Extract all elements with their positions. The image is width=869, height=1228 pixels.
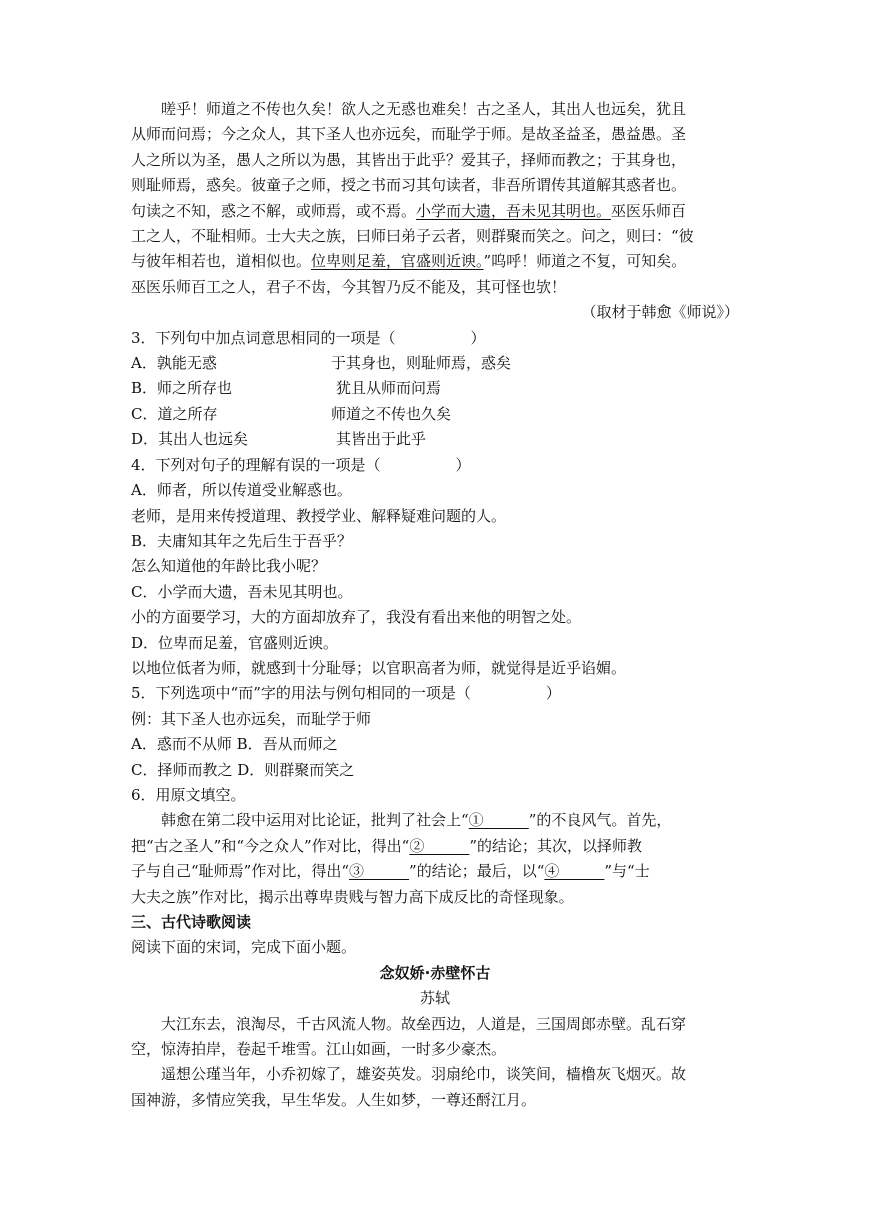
passage-line: 嗟乎！师道之不传也久矣！欲人之无惑也难矣！古之圣人，其出人也远矣，犹且 [161,100,687,118]
passage-line: 则耻师焉，惑矣。彼童子之师，授之书而习其句读者，非吾所谓传其道解其惑者也。 [131,176,687,195]
poem-line: 空，惊涛拍岸，卷起千堆雪。江山如画，一时多少豪杰。 [131,1040,507,1059]
blank-3[interactable]: ③______ [349,862,410,881]
q6-text: 把“古之圣人”和“今之众人”作对比，得出“ [131,836,410,855]
question-3-option-b [131,376,739,401]
section-intro: 阅读下面的宋词，完成下面小题。 [131,938,357,957]
q6-text: ”的不良风气。首先， [528,811,672,830]
question-6-line: 大夫之族”作对比，揭示出尊卑贵贱与智力高下成反比的奇怪现象。 [131,887,574,906]
q6-text: ”的结论；最后，以“ [409,862,545,881]
option-right: 师道之不传也久矣 [331,404,452,423]
question-6-line [131,859,739,884]
option-left: A．孰能无惑 [131,354,217,373]
question-5-stem: 5．下列选项中“而”字的用法与例句相同的一项是（ ） [131,684,561,703]
question-4-translation-d: 以地位低者为师，就感到十分耻辱；以官职高者为师，就觉得是近乎谄媚。 [131,658,627,677]
question-4-translation-b: 怎么知道他的年龄比我小呢？ [131,557,327,576]
question-3-option-c [131,402,739,427]
question-5-example: 例：其下圣人也亦远矣，而耻学于师 [131,709,372,728]
poem-author: 苏轼 [419,989,450,1008]
question-4-translation-a: 老师，是用来传授道理、教授学业、解释疑难问题的人。 [131,506,507,525]
passage-line: 巫医乐师百工之人，君子不齿，今其智乃反不能及，其可怪也欤！ [131,277,567,296]
poem-line: 遥想公瑾当年，小乔初嫁了，雄姿英发。羽扇纶巾，谈笑间，樯橹灰飞烟灭。故 [161,1065,687,1084]
question-6-line [131,834,739,859]
question-4-option-c: C．小学而大遗，吾未见其明也。 [131,582,353,601]
section-heading: 三、古代诗歌阅读 [131,913,252,931]
blank-2[interactable]: ②______ [409,836,470,855]
poem-line: 国神游，多情应笑我，早生华发。人生如梦，一尊还酹江月。 [131,1090,537,1109]
passage-line [131,199,739,224]
option-left: C．道之所存 [131,404,218,423]
question-4-option-a: A．师者，所以传道受业解惑也。 [131,481,352,500]
passage-text: 巫医乐师百 [611,201,687,220]
option-right: 犹且从师而问焉 [336,379,442,398]
passage-line: 人之所以为圣，愚人之所以为愚，其皆出于此乎？爱其子，择师而教之；于其身也， [131,150,687,169]
question-4-translation-c: 小的方面要学习，大的方面却放弃了，我没有看出来他的明智之处。 [131,608,582,627]
question-4-stem: 4．下列对句子的理解有误的一项是（ ） [131,455,471,474]
passage-text: ”呜呼！师道之不复，可知矣。 [483,252,687,271]
option-left: D．其出人也远矣 [131,430,249,449]
option-right: 于其身也，则耻师焉，惑矣 [331,354,512,373]
poem-line: 大江东去，浪淘尽，千古风流人物。故垒西边，人道是，三国周郎赤壁。乱石穿 [161,1014,687,1033]
passage-text: 句读之不知，惑之不解，或师焉，或不焉。 [131,201,417,220]
question-5-options-cd: C．择师而教之 D．则群聚而笑之 [131,760,355,779]
q6-text: ”与“士 [604,862,650,881]
option-left: B．师之所存也 [131,379,233,398]
passage-source: （取材于韩愈《师说》） [581,303,739,322]
option-right: 其皆出于此乎 [336,430,427,449]
underlined-sentence: 小学而大遗，吾未见其明也。 [416,201,612,220]
poem-title: 念奴娇·赤壁怀古 [379,963,491,982]
question-5-options-ab: A．惑而不从师 B．吾从而师之 [131,735,338,754]
passage-text: 与彼年相若也，道相似也。 [131,252,312,271]
document-page [131,97,739,1113]
question-4-option-b: B．夫庸知其年之先后生于吾乎？ [131,531,353,550]
q6-text: ”的结论；其次，以择师教 [469,836,643,855]
blank-1[interactable]: ①______ [468,811,529,830]
question-3-option-d [131,427,739,452]
question-3-stem: 3．下列句中加点词意思相同的一项是（ ） [131,328,486,347]
underlined-sentence: 位卑则足羞，官盛则近谀。 [311,252,484,271]
passage-line: 工之人，不耻相师。士大夫之族，曰师曰弟子云者，则群聚而笑之。问之，则曰：“彼 [131,227,694,246]
q6-text: 韩愈在第二段中运用对比论证，批判了社会上“ [161,811,469,830]
q6-text: 子与自己“耻师焉”作对比，得出“ [131,862,350,881]
question-4-option-d: D．位卑而足羞，官盛则近谀。 [131,633,339,652]
question-6-stem: 6．用原文填空。 [131,785,246,804]
question-3-option-a [131,351,739,376]
passage-line [131,249,739,274]
passage-line: 从师而问焉；今之众人，其下圣人也亦远矣，而耻学于师。是故圣益圣，愚益愚。圣 [131,125,687,144]
question-6-line [131,808,739,833]
blank-4[interactable]: ④______ [544,862,605,881]
